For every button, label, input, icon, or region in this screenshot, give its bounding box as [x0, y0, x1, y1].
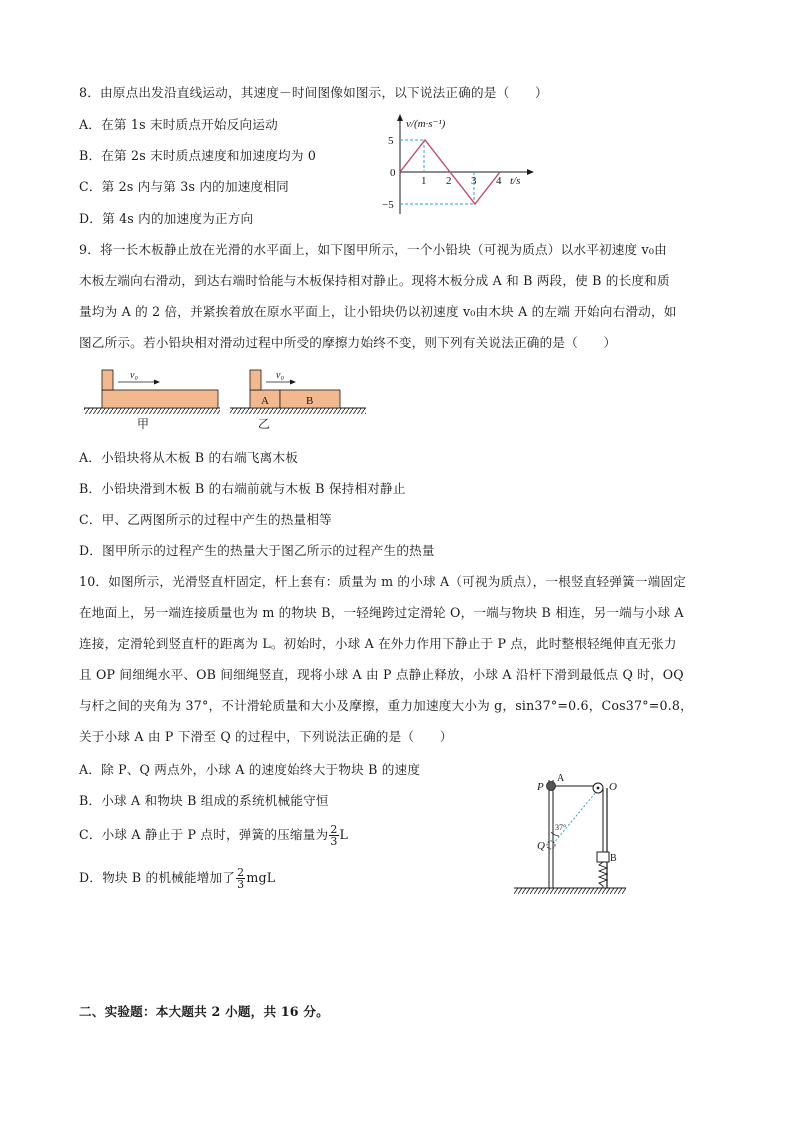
fig-jia [84, 370, 220, 431]
q9-line-3: 量均为 A 的 2 倍，并紧挨着放在原水平面上，让小铅块仍以初速度 v₀由木块 A 的左端 开始向右滑动，如 [79, 304, 677, 319]
jia-lead-block [102, 370, 113, 390]
fraction-denominator: 3 [330, 835, 338, 848]
q8-option-a: A．在第 1s 末时质点开始反向运动 [79, 117, 278, 132]
q8-option-b: B．在第 2s 末时质点速度和加速度均为 0 [79, 148, 317, 163]
spring [599, 862, 607, 888]
q9-figures [80, 362, 370, 434]
fraction-denominator: 3 [237, 878, 245, 891]
q10-option-c-fraction [329, 824, 338, 847]
x-tick-4: 4 [496, 175, 502, 187]
q10-option-d-fraction [236, 867, 245, 890]
x-tick-3: 3 [471, 175, 477, 187]
x-axis-label: t/s [510, 175, 521, 187]
yi-label-a: A [261, 395, 269, 407]
y-axis-label: v/(m·s⁻¹) [406, 118, 446, 130]
jia-caption: 甲 [137, 417, 150, 431]
ball-a-at-p [547, 782, 556, 791]
fraction-numerator: 2 [330, 823, 338, 836]
y-tick-5: 5 [388, 135, 394, 147]
label-q: Q [537, 840, 545, 852]
q10-line-5: 与杆之间的夹角为 37°，不计滑轮质量和大小及摩擦，重力加速度大小为 g，sin37°=0.6，Cos37°=0.8， [79, 698, 693, 713]
section-2-heading: 二、实验题：本大题共 2 小题，共 16 分。 [79, 1004, 329, 1019]
yi-v0-arrowhead [290, 380, 296, 385]
yi-v0-label: v₀ [276, 370, 284, 381]
yi-caption: 乙 [258, 417, 271, 431]
jia-long-board [102, 390, 218, 408]
jia-ground-hatch [84, 408, 220, 414]
fig-yi [230, 370, 366, 431]
origin-label: 0 [390, 167, 396, 179]
label-b: B [610, 853, 617, 864]
ball-a-at-q [547, 841, 555, 849]
q10-line-1: 10．如图所示，光滑竖直杆固定，杆上套有：质量为 m 的小球 A（可视为质点），一根竖直轻弹簧一端固定 [79, 574, 687, 589]
angle-arc [551, 832, 559, 836]
q10-option-b: B．小球 A 和物块 B 组成的系统机械能守恒 [79, 793, 329, 808]
q9-line-2: 木板左端向右滑动，到达右端时恰能与木板保持相对静止。现将木板分成 A 和 B 两段，使 B 的长度和质 [79, 273, 670, 288]
x-tick-1: 1 [421, 175, 427, 187]
jia-v0-arrowhead [154, 380, 160, 385]
q10-line-4: 且 OP 间细绳水平、OB 间细绳竖直，现将小球 A 由 P 点静止释放，小球 A 沿杆下滑到最低点 Q 时，OQ [79, 667, 684, 682]
q10-option-a: A．除 P、Q 两点外，小球 A 的速度始终大于物块 B 的速度 [79, 762, 421, 777]
q9-option-d: D．图甲所示的过程产生的热量大于图乙所示的过程产生的热量 [79, 543, 435, 558]
q9-line-1: 9．将一长木板静止放在光滑的水平面上，如下图甲所示，一个小铅块（可视为质点）以水平初速度 v₀由 [79, 242, 667, 257]
dashed-oq [553, 792, 596, 844]
x-axis-arrow [527, 169, 534, 175]
q10-option-d [79, 861, 275, 895]
q8-option-d: D．第 4s 内的加速度为正方向 [79, 211, 254, 226]
label-angle: 37° [555, 823, 567, 832]
y-axis-arrow [397, 114, 403, 121]
q9-option-b: B．小铅块滑到木板 B 的右端前就与木板 B 保持相对静止 [79, 481, 406, 496]
q10-option-c-unit: L [339, 827, 349, 842]
q9-option-a: A．小铅块将从木板 B 的右端飞离木板 [79, 450, 299, 465]
q10-option-c-text: C．小球 A 静止于 P 点时，弹簧的压缩量为 [79, 827, 329, 842]
label-a: A [557, 773, 565, 784]
q10-line-6: 关于小球 A 由 P 下滑至 Q 的过程中，下列说法正确的是（ ） [79, 729, 453, 744]
yi-lead-block [250, 370, 261, 390]
q10-option-d-text: D．物块 B 的机械能增加了 [79, 870, 236, 885]
q10-option-c [79, 818, 348, 852]
pulley-axle [597, 787, 600, 790]
label-p: P [537, 781, 544, 793]
q9-line-4: 图乙所示。若小铅块相对滑动过程中所受的摩擦力始终不变，则下列有关说法正确的是（ ） [79, 335, 617, 350]
q10-option-d-unit: mgL [246, 870, 276, 885]
yi-ground-hatch [230, 408, 366, 414]
q10-line-3: 连接，定滑轮到竖直杆的距离为 L。初始时，小球 A 在外力作用下静止于 P 点，此时整根轻绳伸直无张力 [79, 636, 677, 651]
q8-stem: 8．由原点出发沿直线运动，其速度－时间图像如图示，以下说法正确的是（ ） [79, 85, 548, 100]
q10-line-2: 在地面上，另一端连接质量也为 m 的物块 B，一轻绳跨过定滑轮 O，一端与物块 B 相连，另一端与小球 A [79, 605, 684, 620]
yi-label-b: B [306, 395, 314, 407]
block-b [597, 852, 609, 862]
fraction-numerator: 2 [237, 866, 245, 879]
q8-vt-graph [370, 110, 540, 222]
q9-option-c: C．甲、乙两图所示的过程中产生的热量相等 [79, 512, 332, 527]
y-tick-minus5: −5 [382, 199, 394, 211]
x-tick-2: 2 [446, 175, 452, 187]
label-o: O [609, 781, 617, 793]
ground-hatch [514, 888, 626, 894]
jia-v0-label: v₀ [130, 370, 138, 381]
q10-pulley-figure [510, 768, 630, 900]
q8-option-c: C．第 2s 内与第 3s 内的加速度相同 [79, 179, 289, 194]
